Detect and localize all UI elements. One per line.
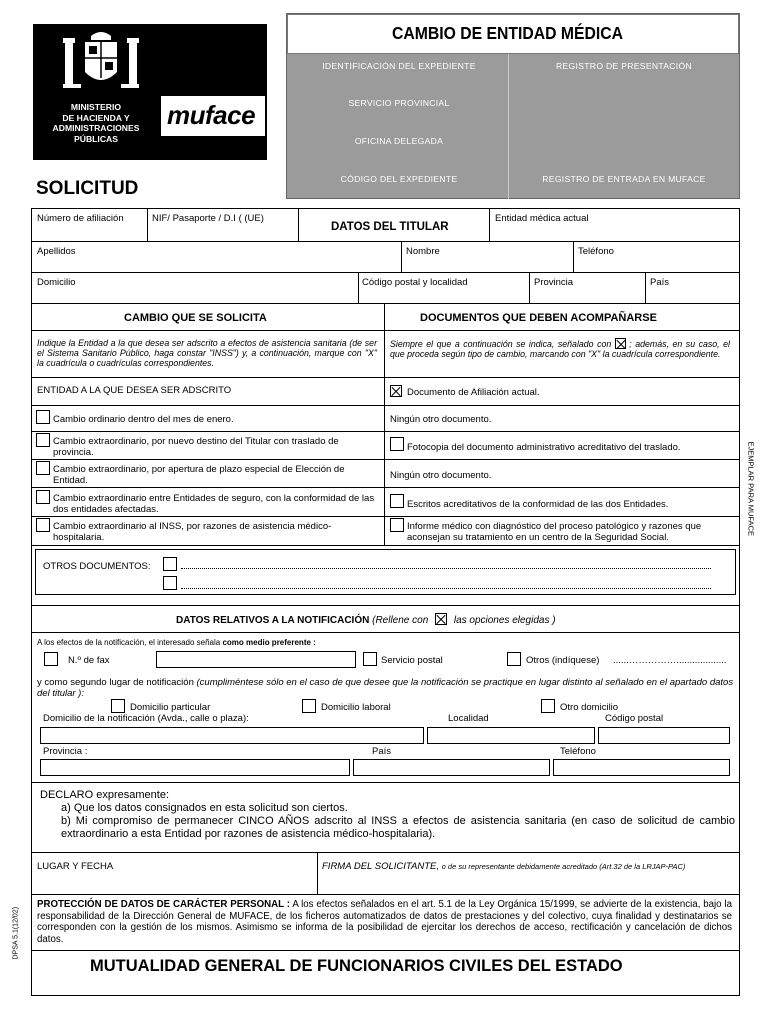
proteccion-heading: PROTECCIÓN DE DATOS DE CARÁCTER PERSONAL : <box>37 899 290 910</box>
muface-logo-text: muface <box>167 100 256 130</box>
otros-doc-line-2[interactable] <box>181 588 711 589</box>
pais-label: País <box>650 277 670 288</box>
doc-fotocopia-checkbox[interactable] <box>390 437 404 451</box>
proteccion-text: A los efectos señalados en el art. 5.1 de la Ley Orgánica 15/1999, se advierte de la existencia, bajo la responsabilidad de la Dirección General de MUFACE, de los ficheros automatizados de datos de prestaciones y del colectivo, cuya finalidad y destinatarios se corresponden con la gestión de los mismos. Asimismo se informa de la posibilidad de ejercitar los derechos de acceso, rectificación y cancelación de dichos datos. <box>37 899 732 945</box>
option-seguro-label: Cambio extraordinario entre Entidades de seguro, con la conformidad de las dos entidades afectadas. <box>53 493 375 515</box>
firma-solicitante <box>322 861 685 872</box>
domicilio-label: Domicilio <box>37 277 76 288</box>
otros-medio-checkbox[interactable] <box>507 652 521 666</box>
solicitud-heading: SOLICITUD <box>36 178 139 199</box>
side-code: DPSA 5.1(12/02) <box>12 906 20 960</box>
provincia-input[interactable] <box>40 759 350 776</box>
otros-documentos-label: OTROS DOCUMENTOS: <box>43 561 151 572</box>
option-traslado-checkbox[interactable] <box>36 433 50 447</box>
identificacion-label: IDENTIFICACIÓN DEL EXPEDIENTE <box>322 61 476 71</box>
ministry-name: MINISTERIO DE HACIENDA Y ADMINISTRACIONES PÚBLICAS <box>52 102 140 144</box>
notificacion-intro-text: A los efectos de la notificación, el interesado señala <box>37 638 221 647</box>
declaro-a: a) Que los datos consignados en esta solicitud son ciertos. <box>61 802 348 814</box>
notificacion-heading: DATOS RELATIVOS A LA NOTIFICACIÓN <box>176 615 370 626</box>
datos-titular-box <box>298 209 490 241</box>
option-seguro-checkbox[interactable] <box>36 490 50 504</box>
lugar-fecha-label: LUGAR Y FECHA <box>37 861 114 872</box>
apellidos-label: Apellidos <box>37 246 76 257</box>
otro-domicilio-label: Otro domicilio <box>560 702 619 713</box>
telefono-input[interactable] <box>553 759 730 776</box>
form-frame <box>31 208 740 996</box>
dom-laboral-checkbox[interactable] <box>302 699 316 713</box>
localidad-input[interactable] <box>427 727 595 744</box>
otros-doc-line-1[interactable] <box>181 568 711 569</box>
coat-of-arms-icon <box>61 28 141 96</box>
fax-input[interactable] <box>156 651 356 668</box>
option-plazo-checkbox[interactable] <box>36 461 50 475</box>
oficina-delegada-label: OFICINA DELEGADA <box>354 136 444 146</box>
entidad-adscrito-label: ENTIDAD A LA QUE DESEA SER ADSCRITO <box>37 385 232 396</box>
telefono-notif-label: Teléfono <box>560 746 596 757</box>
registro-entrada-label: REGISTRO DE ENTRADA EN MUFACE <box>542 174 706 184</box>
footer-title: MUTUALIDAD GENERAL DE FUNCIONARIOS CIVILES DEL ESTADO <box>90 957 623 975</box>
registro-presentacion-label: REGISTRO DE PRESENTACIÓN <box>556 61 692 71</box>
otros-doc-checkbox-1[interactable] <box>163 557 177 571</box>
declaro-b: b) Mi compromiso de permanecer CINCO AÑOS adscrito al INSS a efectos de asistencia sanitaria (en caso de solicitud de cambio extraordinario a esta Entidad por razones de asistencia médico-hospitalaria). <box>61 815 735 840</box>
entidad-actual-label: Entidad médica actual <box>495 213 589 224</box>
numero-afiliacion-label: Número de afiliación <box>37 213 124 224</box>
option-traslado-label: Cambio extraordinario, por nuevo destino del Titular con traslado de provincia. <box>53 436 339 458</box>
telefono-label: Teléfono <box>578 246 614 257</box>
doc-row-3: Ningún otro documento. <box>390 470 492 481</box>
codigo-postal-notif-label: Código postal <box>605 713 664 724</box>
notificacion-checked-icon <box>435 613 447 625</box>
form-title: CAMBIO DE ENTIDAD MÉDICA <box>392 23 624 43</box>
cambio-heading: CAMBIO QUE SE SOLICITA <box>124 312 267 324</box>
afiliacion-checked-icon <box>390 385 402 397</box>
doc-escritos-checkbox[interactable] <box>390 494 404 508</box>
checked-box-icon <box>615 338 626 349</box>
documentos-instructions <box>390 338 730 359</box>
notificacion-intro <box>37 638 316 647</box>
documentos-instructions-b: ; además, en su caso, el que proceda según tipo de cambio, marcando con "X" la cuadrícula correspondiente. <box>390 339 730 359</box>
datos-titular-heading: DATOS DEL TITULAR <box>331 221 449 233</box>
option-inss-label: Cambio extraordinario al INSS, por razones de asistencia médico-hospitalaria. <box>53 521 332 543</box>
codigo-postal-input[interactable] <box>598 727 730 744</box>
firma-label: FIRMA DEL SOLICITANTE, <box>322 861 440 872</box>
otros-doc-checkbox-2[interactable] <box>163 576 177 590</box>
doc-row-5: Informe médico con diagnóstico del proceso patológico y razones que aconsejan su tratamiento en un centro de la Seguridad Social. <box>407 521 702 543</box>
otros-medio-dots[interactable]: ......……………................... <box>613 655 727 666</box>
form-title-box <box>287 14 739 54</box>
nombre-label: Nombre <box>406 246 440 257</box>
localidad-label: Localidad <box>448 713 489 724</box>
nif-label: NIF/ Pasaporte / D.I ( (UE) <box>152 213 264 224</box>
dom-notif-input[interactable] <box>40 727 424 744</box>
codigo-expediente-label: CÓDIGO DEL EXPEDIENTE <box>340 174 458 184</box>
doc-informe-checkbox[interactable] <box>390 518 404 532</box>
dom-particular-label: Domicilio particular <box>130 702 211 713</box>
codigo-postal-label: Código postal y localidad <box>362 277 468 288</box>
servicio-provincial-label: SERVICIO PROVINCIAL <box>348 98 450 108</box>
notificacion-intro-bold: como medio preferente : <box>222 638 316 647</box>
muface-logo <box>161 96 265 136</box>
segundo-lugar-a: y como segundo lugar de notificación <box>37 677 194 688</box>
grey-divider <box>508 54 509 199</box>
doc-row-1: Ningún otro documento. <box>390 414 492 425</box>
documentos-instructions-a: Siempre el que a continuación se indica, señalado con <box>390 339 612 349</box>
fax-checkbox[interactable] <box>44 652 58 666</box>
doc-row-2: Fotocopia del documento administrativo acreditativo del traslado. <box>407 442 681 453</box>
dom-notif-label: Domicilio de la notificación (Avda., calle o plaza): <box>43 713 249 724</box>
pais-input[interactable] <box>353 759 550 776</box>
segundo-lugar-text <box>37 677 737 699</box>
firma-note: o de su representante debidamente acreditado (Art.32 de la LRJAP-PAC) <box>441 862 686 871</box>
proteccion-datos <box>37 899 732 945</box>
option-ordinario-label: Cambio ordinario dentro del mes de enero. <box>53 414 234 425</box>
notificacion-note-a: (Rellene con <box>372 615 429 626</box>
cambio-instructions: Indique la Entidad a la que desea ser adscrito a efectos de asistencia sanitaria (de ser el Sistema Sanitario Público, haga constar "INSS") y, a continuación, marque con "X" la cuadrícula o cuadrículas correspondientes. <box>37 338 377 368</box>
otro-domicilio-checkbox[interactable] <box>541 699 555 713</box>
otros-medio-label: Otros (indíquese) <box>526 655 600 666</box>
provincia-label: Provincia <box>534 277 574 288</box>
postal-label: Servicio postal <box>381 655 443 666</box>
notificacion-note-b: las opciones elegidas ) <box>453 615 556 626</box>
doc-row-4: Escritos acreditativos de la conformidad de las dos Entidades. <box>407 499 669 510</box>
ministry-block <box>33 24 267 160</box>
provincia-notif-label: Provincia : <box>43 746 88 757</box>
option-inss-checkbox[interactable] <box>36 518 50 532</box>
afiliacion-doc-label: Documento de Afiliación actual. <box>407 387 540 398</box>
side-ejemplar: EJEMPLAR PARA MUFACE <box>746 441 756 536</box>
option-plazo-label: Cambio extraordinario, por apertura de plazo especial de Elección de Entidad. <box>53 464 345 486</box>
declaro-title: DECLARO expresamente: <box>40 789 169 801</box>
dom-laboral-label: Domicilio laboral <box>321 702 391 713</box>
postal-checkbox[interactable] <box>363 652 377 666</box>
pais-notif-label: País <box>372 746 392 757</box>
segundo-lugar-b: (cumpliméntese sólo en el caso de que desee que la notificación se practique en lugar distinto al señalado en el apartado datos del titular ): <box>37 677 734 699</box>
fax-label: N.º de fax <box>68 655 110 666</box>
option-ordinario-checkbox[interactable] <box>36 410 50 424</box>
dom-particular-checkbox[interactable] <box>111 699 125 713</box>
documentos-heading: DOCUMENTOS QUE DEBEN ACOMPAÑARSE <box>420 312 657 324</box>
notificacion-heading-row <box>176 613 556 626</box>
